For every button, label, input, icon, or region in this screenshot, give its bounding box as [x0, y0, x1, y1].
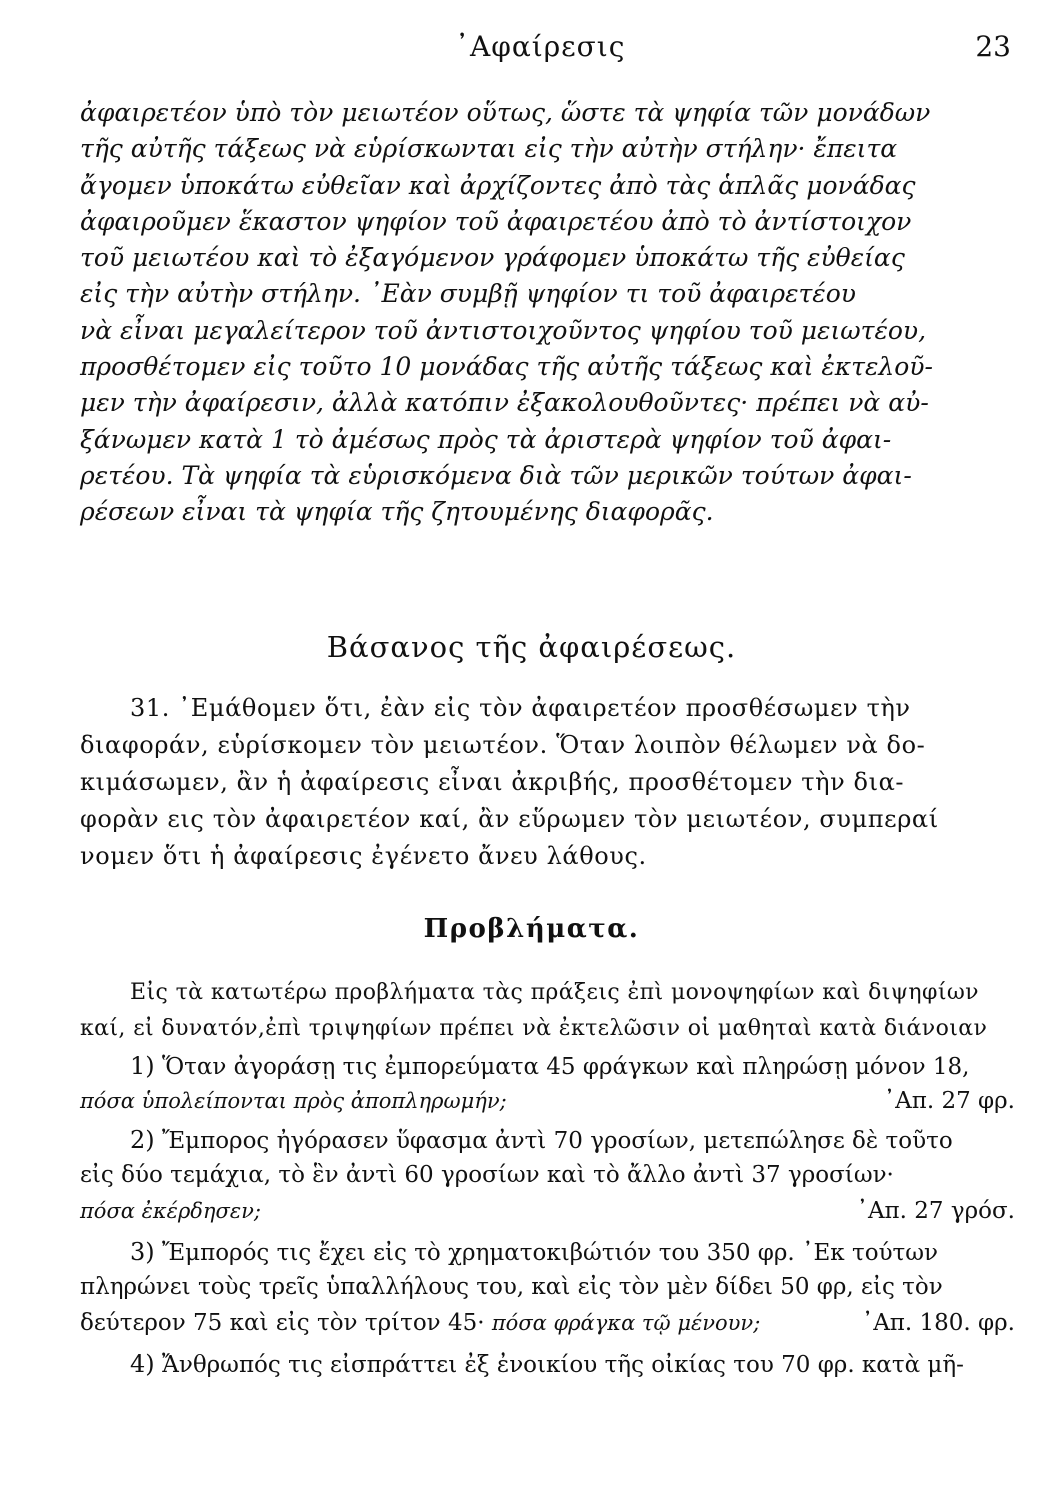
problem-question: πόσα φράγκα τῷ μένουν;	[491, 1311, 761, 1335]
text-line: φορὰν εις τὸν ἀφαιρετέον καί, ἂν εὕρωμεν τὸν μειωτέον, συμπεραί	[80, 805, 939, 833]
problem-text: Ἄνθρωπός τις εἰσπράττει ἐξ ἐνοικίου τῆς οἰκίας του 70 φρ. κατὰ μῆ-	[161, 1352, 964, 1378]
text-line: νομεν ὅτι ἡ ἀφαίρεσις ἐγένετο ἄνευ λάθους.	[80, 842, 647, 870]
problem-text: δεύτερον 75 καὶ εἰς τὸν τρίτον 45·	[80, 1310, 485, 1336]
text-line: ρέσεων εἶναι τὰ ψηφία τῆς ζητουμένης διαφορᾶς.	[80, 497, 714, 527]
text-line: ἀφαιρετέον ὑπὸ τὸν μειωτέον οὕτως, ὥστε τὰ ψηφία τῶν μονάδων	[80, 98, 931, 127]
problem-text: εἰς δύο τεμάχια, τὸ ἓν ἀντὶ 60 γροσίων καὶ τὸ ἄλλο ἀντὶ 37 γροσίων·	[80, 1162, 894, 1188]
text-line: Εἰς τὰ κατωτέρω προβλήματα τὰς πράξεις ἐπὶ μονοψηφίων καὶ διψηφίων	[130, 980, 979, 1005]
problem-number: 1)	[130, 1052, 155, 1080]
text-line: τῆς αὐτῆς τάξεως νὰ εὑρίσκωνται εἰς τὴν αὐτὴν στήλην· ἔπειτα	[80, 134, 898, 164]
problem-number: 4)	[130, 1350, 155, 1378]
problem-text: Ἔμπορός τις ἔχει εἰς τὸ χρηματοκιβώτιόν του 350 φρ. ᾿Εκ τούτων	[161, 1240, 939, 1266]
text-line: ξάνωμεν κατὰ 1 τὸ ἀμέσως πρὸς τὰ ἀριστερὰ ψηφίον τοῦ ἀφαι-	[80, 424, 892, 454]
problem-text: Ἔμπορος ἠγόρασεν ὕφασμα ἀντὶ 70 γροσίων, μετεπώλησε δὲ τοῦτο	[161, 1128, 953, 1154]
text-line: ἀφαιροῦμεν ἕκαστον ψηφίον τοῦ ἀφαιρετέου ἀπὸ τὸ ἀντίστοιχον	[80, 206, 912, 236]
problems-intro	[80, 975, 1010, 1047]
page-number: 23	[975, 30, 1011, 63]
text-line: διαφοράν, εὑρίσκομεν τὸν μειωτέον. Ὅταν λοιπὸν θέλωμεν νὰ δο-	[80, 731, 926, 759]
intro-paragraph	[80, 95, 1010, 531]
text-line: νὰ εἶναι μεγαλείτερον τοῦ ἀντιστοιχοῦντος ψηφίου τοῦ μειωτέου,	[80, 315, 927, 345]
section-title: Βάσανος τῆς ἀφαιρέσεως.	[326, 630, 737, 664]
problem-question: πόσα ὑπολείπονται πρὸς ἀποπληρωμήν;	[80, 1089, 507, 1113]
text-line: ρετέου. Τὰ ψηφία τὰ εὑρισκόμενα διὰ τῶν μερικῶν τούτων ἀφαι-	[80, 460, 912, 490]
problem-1	[80, 1052, 1015, 1124]
text-line: καί, εἰ δυνατόν,ἐπὶ τριψηφίων πρέπει νὰ ἐκτελῶσιν οἱ μαθηταὶ κατὰ διάνοιαν	[80, 1016, 988, 1041]
problem-text: Ὅταν ἀγοράσῃ τις ἐμπορεύματα 45 φράγκων καὶ πληρώσῃ μόνον 18,	[161, 1054, 970, 1080]
problem-number: 3)	[130, 1238, 155, 1266]
problem-text: πληρώνει τοὺς τρεῖς ὑπαλλήλους του, καὶ εἰς τὸν μὲν δίδει 50 φρ, εἰς τὸν	[80, 1274, 943, 1300]
problem-answer: ᾿Απ. 27 γρόσ.	[856, 1198, 1015, 1224]
text-line: 31. ᾿Εμάθομεν ὅτι, ἐὰν εἰς τὸν ἀφαιρετέον προσθέσωμεν τὴν	[130, 694, 911, 722]
problem-answer: ᾿Απ. 180. φρ.	[861, 1310, 1015, 1336]
running-title: ᾿Αφαίρεσις	[455, 30, 626, 63]
text-line: εἰς τὴν αὐτὴν στήλην. ᾿Εὰν συμβῇ ψηφίον τι τοῦ ἀφαιρετέου	[80, 279, 856, 309]
problem-number: 2)	[130, 1126, 155, 1154]
rule-paragraph	[80, 690, 1010, 875]
text-line: μεν τὴν ἀφαίρεσιν, ἀλλὰ κατόπιν ἐξακολουθοῦντες· πρέπει νὰ αὐ-	[80, 388, 929, 418]
problem-2	[80, 1126, 1015, 1234]
problem-question: πόσα ἐκέρδησεν;	[80, 1199, 261, 1223]
problem-4	[80, 1350, 1015, 1386]
problem-answer: ᾿Απ. 27 φρ.	[883, 1088, 1015, 1114]
problem-3	[80, 1238, 1015, 1346]
text-line: τοῦ μειωτέου καὶ τὸ ἐξαγόμενον γράφομεν ὑποκάτω τῆς εὐθείας	[80, 243, 905, 273]
text-line: ἄγομεν ὑποκάτω εὐθεῖαν καὶ ἀρχίζοντες ἀπὸ τὰς ἁπλᾶς μονάδας	[80, 170, 916, 200]
text-line: κιμάσωμεν, ἂν ἡ ἀφαίρεσις εἶναι ἀκριβής, προσθέτομεν τὴν δια-	[80, 768, 905, 796]
text-line: προσθέτομεν εἰς τοῦτο 10 μονάδας τῆς αὐτῆς τάξεως καὶ ἐκτελοῦ-	[80, 352, 933, 382]
problems-title: Προβλήματα.	[423, 914, 640, 944]
